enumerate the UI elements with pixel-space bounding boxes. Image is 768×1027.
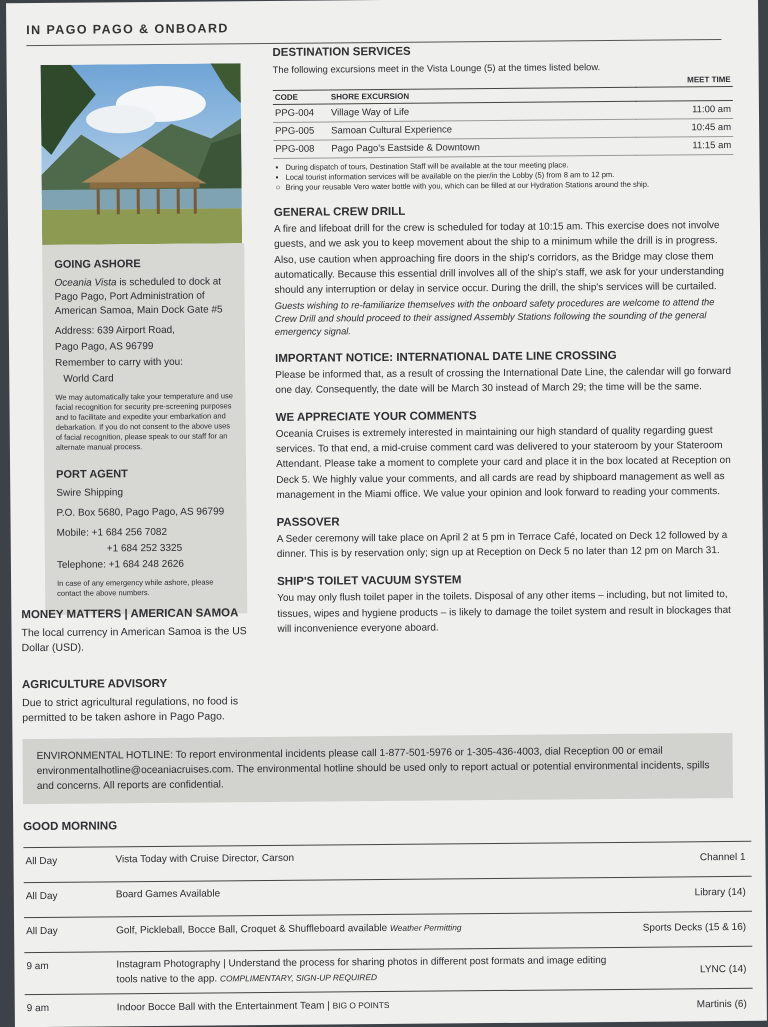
ship-name: Oceania Vista	[54, 277, 117, 289]
toilet-heading: SHIP'S TOILET VACUUM SYSTEM	[277, 574, 462, 589]
passover-heading: PASSOVER	[276, 516, 340, 529]
event-note: BIG O POINTS	[332, 999, 390, 1011]
emergency-note: In case of any emergency while ashore, please contact the above numbers.	[57, 577, 214, 598]
excursion-time: 11:00 am	[637, 101, 733, 120]
event-time: 9 am	[26, 960, 49, 973]
dateline-heading: IMPORTANT NOTICE: INTERNATIONAL DATE LINE CROSSING	[275, 349, 617, 365]
event-title: Instagram Photography | Understand the process for sharing photos in different post formats and image editing tools native to the app.	[116, 955, 607, 986]
event-title-wrap	[117, 996, 617, 1015]
event-title: Golf, Pickleball, Bocce Ball, Croquet & Shuffleboard available	[116, 922, 388, 937]
table-row	[25, 988, 753, 1027]
excursion-table	[273, 73, 734, 159]
event-location: Martinis (6)	[696, 998, 747, 1011]
agriculture-section	[22, 677, 252, 726]
crew-drill-text: A fire and lifeboat drill for the crew is scheduled for today at 10:15 am. This exercise does not involve guests, and we ask you to keep movement about the ship to a minimum while the drill is in progress. Also, use caution when approaching fire doors in the ship's corridors, as the Bridge may close them automatically. Because this essential drill involves all of the ship's staff, we ask for your understanding should any interruption or delay in service occur. During the drill, the ship's services will be curtailed.	[273, 220, 724, 296]
money-heading: MONEY MATTERS | AMERICAN SAMOA	[21, 607, 239, 622]
code-header: CODE	[273, 90, 329, 104]
money-text: The local currency in American Samoa is the US Dollar (USD).	[21, 625, 247, 655]
crew-drill-section	[274, 203, 735, 338]
right-column	[272, 43, 737, 637]
event-title-wrap	[116, 954, 616, 987]
toilet-text: You may only flush toilet paper in the toilets. Disposal of any other items – including, but not limited to, tissues, wipes and hygiene products – is likely to damage the toilet system and result in blockages that will inconvenience everyone aboard.	[277, 589, 731, 635]
schedule-heading: GOOD MORNING	[23, 820, 118, 834]
agent-mobile1: Mobile: +1 684 256 7082	[56, 526, 168, 539]
event-location: Sports Decks (15 & 16)	[642, 921, 747, 934]
event-location: Library (14)	[694, 886, 746, 899]
address-line1: Address: 639 Airport Road,	[54, 324, 176, 337]
table-row	[273, 137, 733, 159]
comments-text: Oceania Cruises is extremely interested in maintaining our high standard of quality regarding guest services. To that end, a mid-cruise comment card was delivered to your stateroom by your Stateroom Attendant. Please take a moment to complete your card and place it in the box located at Reception on Deck 5. We highly value your comments, and all cards are read by shipboard management as well as management in the Miami office. We value your opinion and look forward to reading your comments.	[275, 425, 731, 501]
dock-text: is scheduled to dock at Pago Pago, Port Administration of American Samoa, Main Dock Gate #5	[54, 276, 223, 317]
event-location: Channel 1	[699, 851, 746, 864]
going-ashore-box	[42, 243, 247, 615]
excursion-code: PPG-008	[273, 140, 329, 158]
good-morning-schedule	[23, 815, 753, 1027]
event-note: COMPLIMENTARY, SIGN-UP REQUIRED	[219, 972, 378, 984]
comments-heading: WE APPRECIATE YOUR COMMENTS	[275, 410, 477, 424]
page-title: IN PAGO PAGO & ONBOARD	[26, 21, 229, 38]
fale-hut-image	[41, 63, 243, 245]
facial-recognition-note: We may automatically take your temperature and use facial recognition for security pre-screening purposes and to facilitate and expedite your embarkation and debarkation. If you do not consent to the above uses of facial recognition, please speak to our staff for an alternate manual process.	[55, 391, 233, 452]
comments-section	[276, 408, 737, 503]
excursion-name: Pago Pago's Eastside & Downtown	[329, 137, 637, 158]
event-time: 9 am	[26, 1002, 50, 1015]
event-note: Weather Permitting	[389, 922, 462, 933]
event-title-wrap	[116, 919, 616, 938]
list-item: ○ Bring your reusable Vero water bottle with you, which can be filled at our Hydration Stations around the ship.	[274, 179, 734, 193]
excursion-time: 10:45 am	[637, 119, 733, 138]
page-header	[26, 15, 721, 46]
remember-item: World Card	[63, 373, 114, 385]
passover-section	[277, 513, 737, 562]
event-title: Indoor Bocce Ball with the Entertainment Team |	[116, 1000, 330, 1014]
list-item: ▪ During dispatch of tours, Destination Staff will be available at the tour meeting place.	[273, 159, 733, 173]
agent-po-box: P.O. Box 5680, Pago Pago, AS 96799	[56, 506, 225, 519]
dock-info	[54, 275, 232, 319]
table-row	[24, 946, 752, 994]
excursion-time: 11:15 am	[637, 137, 733, 156]
environmental-hotline-box	[22, 733, 733, 804]
excursion-code: PPG-004	[273, 104, 329, 122]
meet-time-header: MEET TIME	[687, 75, 731, 85]
event-title: Vista Today with Cruise Director, Carson	[115, 852, 295, 866]
destination-heading: DESTINATION SERVICES	[272, 45, 411, 59]
crew-drill-italic: Guests wishing to re-familiarize themselves with the onboard safety procedures are welcome to attend the Crew Drill and should proceed to their assigned Assembly Stations following the sounding of the general emergency signal.	[274, 296, 715, 337]
money-matters-section	[21, 607, 251, 656]
crew-drill-heading: GENERAL CREW DRILL	[273, 206, 406, 220]
agent-name: Swire Shipping	[56, 487, 124, 499]
dateline-text: Please be informed that, as a result of crossing the International Date Line, the calendar will go forward one day. Consequently, the date will be March 30 instead of March 29; the time will be the same.	[275, 365, 732, 396]
toilet-section	[277, 572, 738, 637]
event-time: All Day	[26, 925, 58, 938]
agent-mobile2: +1 684 252 3325	[106, 542, 183, 555]
destination-services	[272, 43, 733, 193]
excursion-code: PPG-005	[273, 122, 329, 140]
address-line2: Pago Pago, AS 96799	[54, 341, 154, 353]
daily-program-page	[6, 0, 767, 1027]
event-time: All Day	[25, 890, 58, 903]
left-column	[41, 63, 248, 615]
destination-intro: The following excursions meet in the Vista Lounge (5) at the times listed below.	[272, 61, 601, 75]
event-title: Board Games Available	[115, 888, 221, 901]
passover-text: A Seder ceremony will take place on April 2 at 5 pm in Terrace Café, located on Deck 12 followed by a dinner. This is by reservation only; sign up at Reception on Deck 5 no later than 12 pm on March 31.	[276, 530, 728, 561]
excursion-name: Samoan Cultural Experience	[329, 119, 637, 140]
going-ashore-heading: GOING ASHORE	[54, 258, 141, 271]
dateline-section	[275, 349, 735, 398]
pago-pago-photo	[41, 63, 243, 245]
event-location: LYNC (14)	[699, 963, 747, 976]
destination-notes	[273, 159, 733, 193]
agri-heading: AGRICULTURE ADVISORY	[21, 677, 168, 692]
agent-telephone: Telephone: +1 684 248 2626	[56, 558, 185, 571]
list-item: ▪ Local tourist information services will be available on the pier/in the Lobby (5) from 8 am to 12 pm.	[274, 169, 734, 183]
env-label: ENVIRONMENTAL HOTLINE:	[36, 749, 174, 763]
excursion-name: Village Way of Life	[329, 101, 637, 122]
port-agent-heading: PORT AGENT	[56, 468, 128, 481]
env-text: To report environmental incidents please call 1-877-501-5976 or 1-305-436-4003, dial Reception 00 or email environmentalhotline@oceaniacruises.com. The environmental hotline should be used only to report actual or potential environmental incidents, spills and concerns. All reports are confidential.	[36, 745, 710, 793]
agri-text: Due to strict agricultural regulations, no food is permitted to be taken ashore in Pago Pago.	[22, 695, 239, 725]
excursion-header: SHORE EXCURSION	[329, 87, 637, 104]
remember-text: Remember to carry with you:	[55, 356, 184, 369]
event-time: All Day	[25, 855, 58, 868]
